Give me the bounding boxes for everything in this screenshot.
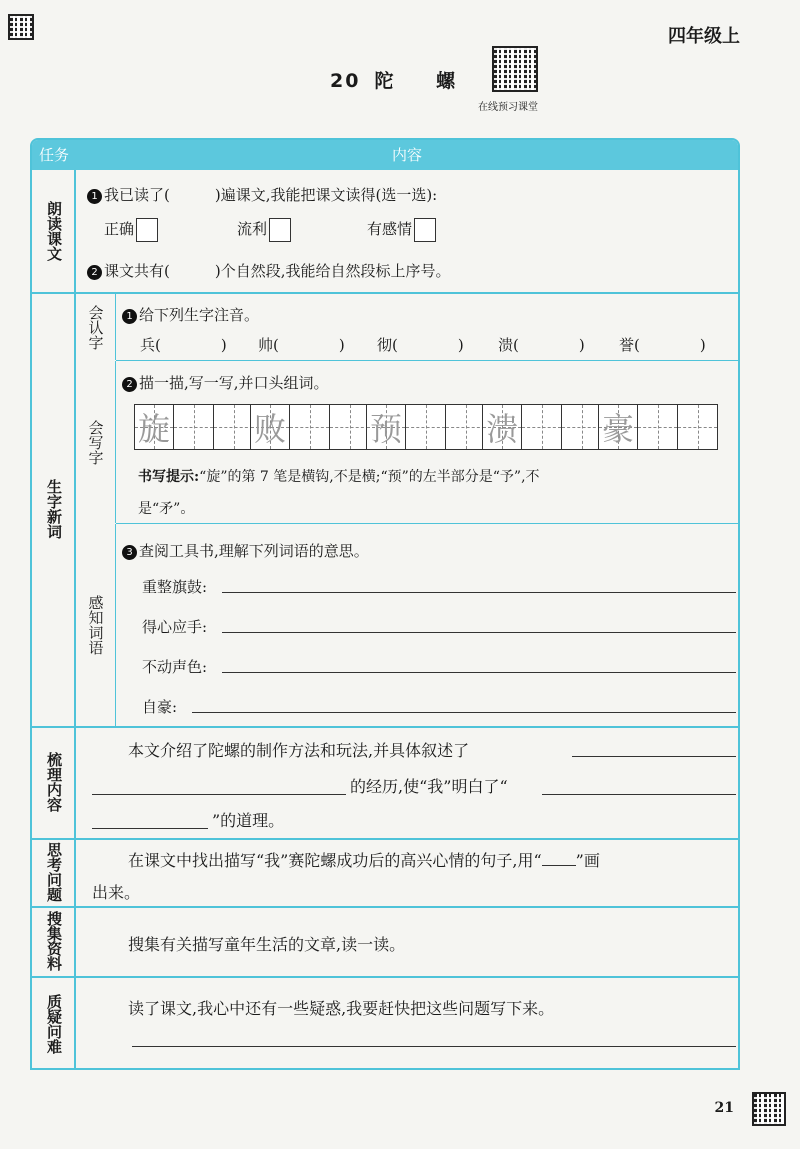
thinking-label: 思考问题 [45, 842, 63, 902]
thinking-text: 在课文中找出描写“我”赛陀螺成功后的高兴心情的句子,用“ [128, 851, 542, 870]
recognize-text: 给下列生字注音。 [139, 306, 260, 324]
recognize-label: 会认字 [76, 294, 116, 360]
trace-char: 预 [369, 410, 402, 448]
term-4: 自豪: [142, 698, 178, 716]
write-grid-5[interactable] [598, 404, 718, 450]
sub-divider [116, 360, 740, 361]
answer-line[interactable] [222, 632, 736, 633]
row-divider [32, 838, 738, 840]
answer-line[interactable] [132, 1046, 736, 1047]
writing-hint [138, 466, 540, 486]
sub-divider [116, 523, 740, 524]
checkbox-fluent[interactable] [269, 218, 291, 242]
answer-line[interactable] [572, 756, 736, 757]
option-label: 有感情 [367, 220, 413, 238]
question-text: 读了课文,我心中还有一些疑惑,我要赶快把这些问题写下来。 [128, 999, 555, 1018]
answer-line[interactable] [92, 828, 208, 829]
perceive-instruction [122, 540, 369, 561]
trace-char: 豪 [601, 410, 634, 448]
qr-caption: 在线预习课堂 [478, 102, 538, 113]
qr-code-bottom-right-icon [752, 1092, 786, 1126]
new-words-label: 生字新词 [45, 479, 63, 539]
writing-hint-2: 是“矛”。 [138, 501, 195, 517]
reading-q1 [87, 184, 437, 205]
term-2: 得心应手: [142, 618, 208, 636]
number-marker: 3 [122, 545, 137, 560]
hint-label: 书写提示: [138, 469, 200, 485]
pinyin-item[interactable]: 誉( ) [619, 336, 706, 354]
reading-q2 [87, 260, 450, 281]
write-text: 描一描,写一写,并口头组词。 [139, 374, 329, 392]
qr-code-top-left-icon [8, 14, 34, 40]
lesson-number: 20 [330, 70, 361, 92]
number-marker: 2 [122, 377, 137, 392]
lesson-name: 陀 螺 [374, 70, 474, 92]
thinking-line-2: 出来。 [92, 883, 141, 902]
row-divider [32, 726, 738, 728]
page-number: 21 [714, 1100, 734, 1116]
row-divider [32, 976, 738, 978]
option-label: 流利 [237, 220, 268, 238]
answer-line[interactable] [92, 794, 346, 795]
lesson-title [330, 66, 473, 93]
answer-blank[interactable] [542, 865, 576, 866]
reading-q1-text: 我已读了( )遍课文,我能把课文读得(选一选): [104, 186, 438, 204]
option-label: 正确 [104, 220, 135, 238]
summary-label: 梳理内容 [45, 752, 63, 812]
pinyin-item[interactable]: 帅( ) [258, 336, 345, 354]
write-grid-1[interactable] [134, 404, 254, 450]
thinking-line-1 [128, 848, 600, 871]
answer-line[interactable] [222, 672, 736, 673]
grade-label: 四年级上 [668, 26, 740, 47]
table-header [32, 140, 738, 170]
pinyin-item[interactable]: 兵( ) [140, 336, 227, 354]
reading-option-2 [237, 218, 291, 242]
number-marker: 2 [87, 265, 102, 280]
col-task-header: 任务 [38, 146, 69, 164]
write-grid-2[interactable] [250, 404, 370, 450]
reading-q2-text: 课文共有( )个自然段,我能给自然段标上序号。 [104, 262, 451, 280]
answer-line[interactable] [542, 794, 736, 795]
checkbox-emotion[interactable] [414, 218, 436, 242]
qr-code-icon[interactable] [492, 46, 538, 92]
write-grid-4[interactable] [482, 404, 602, 450]
thinking-text-end: ”画 [575, 851, 600, 870]
number-marker: 1 [87, 189, 102, 204]
pinyin-item[interactable]: 溃( ) [498, 336, 585, 354]
checkbox-correct[interactable] [136, 218, 158, 242]
term-3: 不动声色: [142, 658, 208, 676]
reading-option-3 [367, 218, 436, 242]
row-divider [32, 292, 738, 294]
summary-line-3: ”的道理。 [212, 811, 285, 830]
answer-line[interactable] [192, 712, 736, 713]
perceive-text: 查阅工具书,理解下列词语的意思。 [139, 542, 369, 560]
perceive-label: 感知词语 [76, 524, 116, 726]
write-label: 会写字 [76, 361, 116, 523]
reading-option-1 [104, 218, 158, 242]
trace-char: 旋 [137, 410, 170, 448]
reading-label: 朗读课文 [45, 201, 63, 261]
summary-line-1: 本文介绍了陀螺的制作方法和玩法,并具体叙述了 [128, 741, 470, 760]
trace-char: 溃 [485, 410, 518, 448]
collect-label: 搜集资料 [45, 911, 63, 971]
task-table [30, 138, 740, 1070]
row-divider [32, 906, 738, 908]
collect-text: 搜集有关描写童年生活的文章,读一读。 [128, 935, 406, 954]
trace-char: 败 [253, 410, 286, 448]
recognize-instruction [122, 304, 259, 325]
write-instruction [122, 372, 329, 393]
answer-line[interactable] [222, 592, 736, 593]
pinyin-item[interactable]: 彻( ) [377, 336, 464, 354]
question-label: 质疑问难 [45, 994, 63, 1054]
write-grid-3[interactable] [366, 404, 486, 450]
summary-line-2: 的经历,使“我”明白了“ [350, 777, 508, 796]
number-marker: 1 [122, 309, 137, 324]
col-content-header: 内容 [391, 146, 422, 164]
hint-text: “旋”的第 7 笔是横钩,不是横;“预”的左半部分是“予”,不 [199, 469, 540, 485]
term-1: 重整旗鼓: [142, 578, 208, 596]
